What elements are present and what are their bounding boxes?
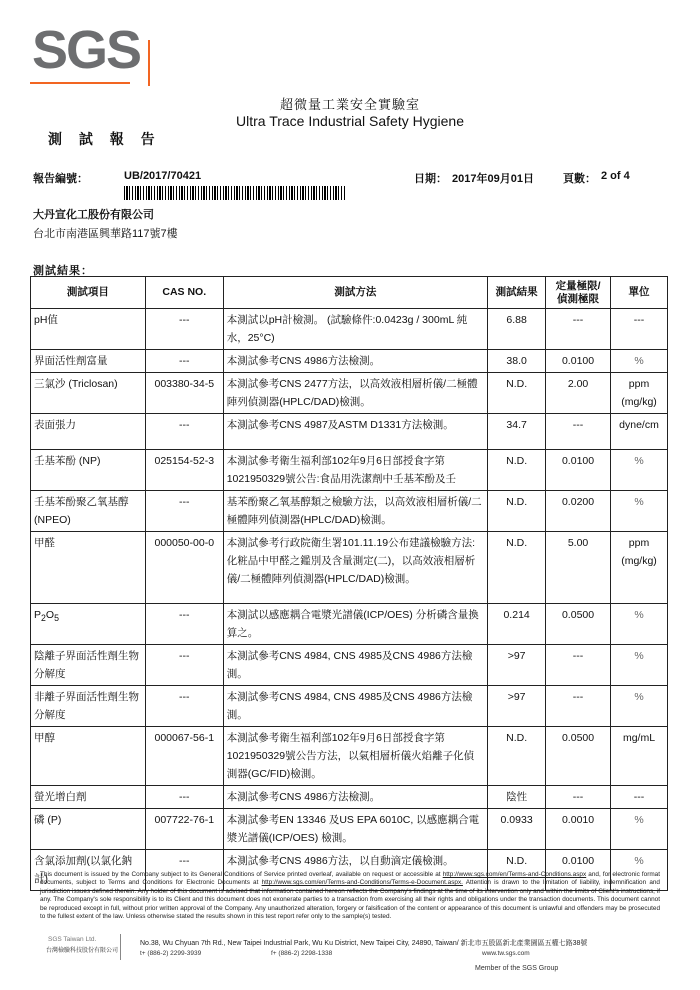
header-method: 測試方法 <box>223 277 487 309</box>
date-label: 日期： <box>414 173 447 185</box>
row-method: 基苯酚聚乙氧基醇類之檢驗方法，以高效液相層析儀/二極體陣列偵測器(HPLC/DAD)檢測。 <box>223 491 487 532</box>
row-item: 含氯添加劑(以氯化鈉計) <box>31 850 146 891</box>
terms-link[interactable]: http://www.sgs.com/en/Terms-and-Conditions.aspx <box>442 871 587 878</box>
row-item: 甲醛 <box>31 532 146 604</box>
row-unit: mg/mL <box>611 727 668 786</box>
row-unit: ppm (mg/kg) <box>611 373 668 414</box>
row-cas: 007722-76-1 <box>145 809 223 850</box>
table-row <box>31 686 668 727</box>
logo-accent-tick <box>148 40 150 86</box>
row-cas: 000050-00-0 <box>145 532 223 604</box>
row-cas: --- <box>145 604 223 645</box>
row-result: N.D. <box>488 450 546 491</box>
row-limit: 0.0500 <box>546 604 611 645</box>
row-unit: --- <box>611 786 668 809</box>
row-method: 本測試參考CNS 4986方法檢測。 <box>223 350 487 373</box>
row-result: 0.214 <box>488 604 546 645</box>
disclaimer-text-1: This document is issued by the Company subject to its General Conditions of Service printed overleaf, available on request or accessible at <box>40 871 441 878</box>
lab-name-en: Ultra Trace Industrial Safety Hygiene <box>236 113 464 129</box>
row-unit: % <box>611 686 668 727</box>
row-cas: 003380-34-5 <box>145 373 223 414</box>
row-limit: 2.00 <box>546 373 611 414</box>
table-header-row <box>31 277 668 309</box>
row-limit: 0.0010 <box>546 809 611 850</box>
row-unit: % <box>611 645 668 686</box>
report-no: UB/2017/70421 <box>124 170 202 182</box>
report-date: 2017年09月01日 <box>452 173 534 185</box>
table-row <box>31 604 668 645</box>
row-result: 陰性 <box>488 786 546 809</box>
row-result: N.D. <box>488 850 546 891</box>
row-method: 本測試參考CNS 4986方法檢測。 <box>223 786 487 809</box>
row-unit: % <box>611 850 668 891</box>
header-cas: CAS NO. <box>145 277 223 309</box>
row-method: 本測試以pH計檢測。 (試驗條件:0.0423g / 300mL 純水，25°C) <box>223 309 487 350</box>
row-item: 螢光增白劑 <box>31 786 146 809</box>
row-limit: 0.0100 <box>546 350 611 373</box>
table-row <box>31 727 668 786</box>
logo-accent-line <box>30 82 130 84</box>
table-row <box>31 491 668 532</box>
row-result: 6.88 <box>488 309 546 350</box>
row-limit: --- <box>546 414 611 450</box>
row-result: >97 <box>488 686 546 727</box>
page-number: 2 of 4 <box>601 170 630 182</box>
row-method: 本測試參考衛生福利部102年9月6日部授食字第1021950329號公告方法，以氣相層析儀火焰離子化偵測器(GC/FID)檢測。 <box>223 727 487 786</box>
terms-e-document-link[interactable]: http://www.sgs.com/en/Terms-and-Conditions/Terms-e-Document.aspx. <box>261 879 463 887</box>
footer-member: Member of the SGS Group <box>475 965 559 972</box>
row-unit: dyne/cm <box>611 414 668 450</box>
customer-name: 大丹宣化工股份有限公司 <box>33 209 154 221</box>
row-unit: --- <box>611 309 668 350</box>
row-item: pH值 <box>31 309 146 350</box>
row-item: $P_2O_5$ <box>31 604 146 645</box>
row-item: 三氯沙 (Triclosan) <box>31 373 146 414</box>
row-result: >97 <box>488 645 546 686</box>
row-item: 磷 (P) <box>31 809 146 850</box>
table-row <box>31 373 668 414</box>
row-unit: % <box>611 491 668 532</box>
customer-address: 台北市南港區興華路117號7樓 <box>33 228 178 240</box>
page-label: 頁數： <box>563 173 596 185</box>
row-cas: 000067-56-1 <box>145 727 223 786</box>
row-item: 甲醇 <box>31 727 146 786</box>
report-no-label: 報告編號： <box>33 173 88 185</box>
table-row <box>31 786 668 809</box>
header-unit: 單位 <box>611 277 668 309</box>
row-cas: --- <box>145 350 223 373</box>
footer-fax: f+ (886-2) 2298-1338 <box>271 950 333 957</box>
table-row <box>31 414 668 450</box>
row-item: 表面張力 <box>31 414 146 450</box>
row-method: 本測試參考CNS 4987及ASTM D1331方法檢測。 <box>223 414 487 450</box>
row-result: N.D. <box>488 532 546 604</box>
header-item: 測試項目 <box>31 277 146 309</box>
row-result: 38.0 <box>488 350 546 373</box>
row-limit: 5.00 <box>546 532 611 604</box>
disclaimer-text-2: and, for electronic format documents, subject to Terms and Conditions for Electronic Documents at <box>40 871 660 887</box>
row-method: 本測試參考CNS 4984, CNS 4985及CNS 4986方法檢測。 <box>223 645 487 686</box>
row-method: 本測試參考CNS 2477方法，以高效液相層析儀/二極體陣列偵測器(HPLC/DAD)檢測。 <box>223 373 487 414</box>
header-limit: 定量極限/ 偵測極限 <box>546 277 611 309</box>
results-table <box>30 276 668 891</box>
row-result: 34.7 <box>488 414 546 450</box>
row-method: 本測試參考CNS 4984, CNS 4985及CNS 4986方法檢測。 <box>223 686 487 727</box>
row-cas: 025154-52-3 <box>145 450 223 491</box>
row-limit: --- <box>546 686 611 727</box>
sgs-logo <box>30 22 165 84</box>
footer-address: No.38, Wu Chyuan 7th Rd., New Taipei Industrial Park, Wu Ku District, New Taipei City, 24890, Taiwan/ 新北市五股區新北產業園區五權七路38號 <box>140 940 588 947</box>
table-row <box>31 450 668 491</box>
row-item: 界面活性劑富量 <box>31 350 146 373</box>
lab-name-zh: 超微量工業安全實驗室 <box>279 98 420 113</box>
header-result: 測試結果 <box>488 277 546 309</box>
row-method: 本測試參考衛生福利部102年9月6日部授食字第1021950329號公告:食品用洗潔劑中壬基苯酚及壬 <box>223 450 487 491</box>
results-label: 測試結果： <box>33 265 93 277</box>
row-unit: % <box>611 809 668 850</box>
report-title: 測 試 報 告 <box>48 132 161 148</box>
row-result: N.D. <box>488 373 546 414</box>
disclaimer <box>40 871 660 921</box>
row-result: 0.0933 <box>488 809 546 850</box>
barcode <box>124 186 346 200</box>
footer-tel: t+ (886-2) 2299-3939 <box>140 950 202 957</box>
row-cas: --- <box>145 309 223 350</box>
row-cas: --- <box>145 491 223 532</box>
row-method: 本測試參考行政院衛生署101.11.19公布建議檢驗方法:化粧品中甲醛之鑑別及含量測定(二)，以高效液相層析儀/二極體陣列偵測器(HPLC/DAD)檢測。 <box>223 532 487 604</box>
row-item: 壬基苯酚 (NP) <box>31 450 146 491</box>
row-cas: --- <box>145 414 223 450</box>
row-unit: % <box>611 450 668 491</box>
row-item: 陰離子界面活性劑生物分解度 <box>31 645 146 686</box>
row-method: 本測試參考CNS 4986方法，以自動滴定儀檢測。 <box>223 850 487 891</box>
row-limit: 0.0200 <box>546 491 611 532</box>
row-limit: 0.0100 <box>546 450 611 491</box>
row-unit: % <box>611 350 668 373</box>
row-limit: --- <box>546 309 611 350</box>
footer-company-zh: 台灣檢驗科技股份有限公司 <box>46 948 119 954</box>
row-method: 本測試以感應耦合電漿光譜儀(ICP/OES) 分析磷含量換算之。 <box>223 604 487 645</box>
row-result: N.D. <box>488 491 546 532</box>
row-item: 壬基苯酚聚乙氧基醇 (NPEO) <box>31 491 146 532</box>
row-method: 本測試參考EN 13346 及US EPA 6010C, 以感應耦合電漿光譜儀(ICP/OES) 檢測。 <box>223 809 487 850</box>
table-row <box>31 645 668 686</box>
table-row <box>31 309 668 350</box>
table-row <box>31 350 668 373</box>
disclaimer-text-3: Attention is drawn to the limitation of liability, indemnification and jurisdiction issues defined therein. Any holder of this document is advised that information contained hereon reflects the Company's findings at the time of its intervention only and within the limits of Client's instructions, if any. The Company's sole responsibility is to its Client and this document does not exonerate parties to a transaction from exercising all their rights and obligations under the transaction documents. This document cannot be reproduced except in full, without prior written approval of the Company. Any unauthorized alteration, forgery or falsification of the content or appearance of this document is unlawful and offenders may be prosecuted to the fullest extent of the law. Unless otherwise stated the results shown in this test report refer only to the sample(s) tested. <box>40 879 660 921</box>
row-cas: --- <box>145 645 223 686</box>
table-row <box>31 809 668 850</box>
sgs-logo-text: SGS <box>32 20 141 80</box>
row-unit: ppm (mg/kg) <box>611 532 668 604</box>
row-limit: --- <box>546 786 611 809</box>
footer-company-en: SGS Taiwan Ltd. <box>48 936 97 943</box>
table-row <box>31 532 668 604</box>
row-unit: % <box>611 604 668 645</box>
row-cas: --- <box>145 686 223 727</box>
row-cas: --- <box>145 850 223 891</box>
footer-web[interactable]: www.tw.sgs.com <box>482 950 530 957</box>
row-cas: --- <box>145 786 223 809</box>
row-result: N.D. <box>488 727 546 786</box>
row-item: 非離子界面活性劑生物分解度 <box>31 686 146 727</box>
row-limit: 0.0100 <box>546 850 611 891</box>
row-limit: 0.0500 <box>546 727 611 786</box>
footer-divider <box>120 934 121 960</box>
row-limit: --- <box>546 645 611 686</box>
